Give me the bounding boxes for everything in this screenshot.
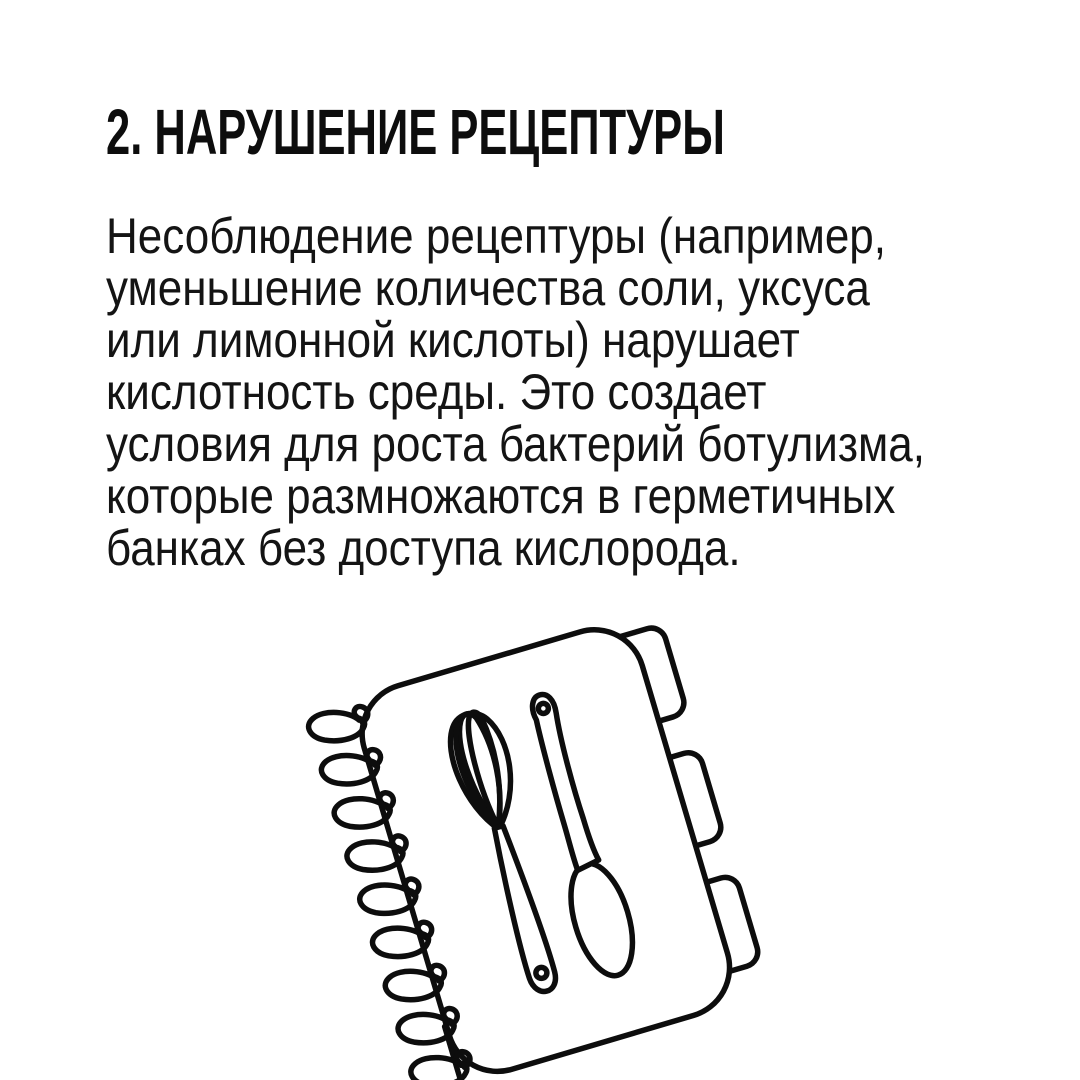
body-line: или лимонной кислоты) нарушает bbox=[106, 312, 800, 368]
body-line: условия для роста бактерий ботулизма, bbox=[106, 416, 925, 472]
body-line: банках без доступа кислорода. bbox=[106, 520, 741, 576]
body-line: Несоблюдение рецептуры (например, bbox=[106, 208, 886, 264]
body-line: уменьшение количества соли, уксуса bbox=[106, 260, 870, 316]
notebook-cover bbox=[350, 618, 742, 1080]
page-title: 2. НАРУШЕНИЕ РЕЦЕПТУРЫ bbox=[106, 96, 725, 168]
body-line: которые размножаются в герметичных bbox=[106, 468, 896, 524]
body-line: кислотность среды. Это создает bbox=[106, 364, 767, 420]
